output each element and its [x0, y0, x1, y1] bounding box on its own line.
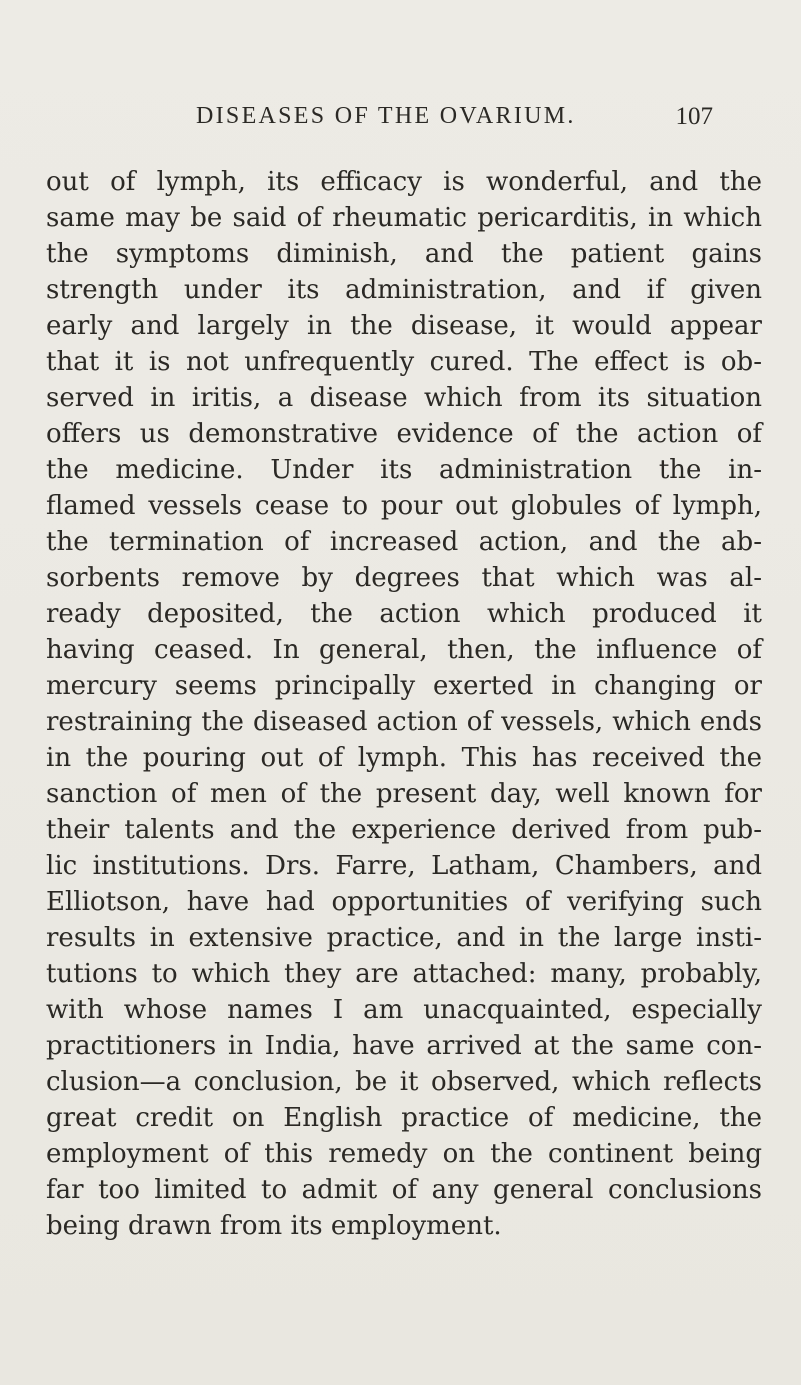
text-line: great credit on English practice of medicine, the — [46, 1103, 762, 1133]
text-line: their talents and the experience derived from pub- — [46, 815, 762, 845]
text-line: early and largely in the disease, it would appear — [46, 311, 762, 341]
text-line: tutions to which they are attached: many, probably, — [46, 959, 762, 989]
text-line: strength under its administration, and if given — [46, 275, 762, 305]
text-line: restraining the diseased action of vessels, which ends — [46, 707, 762, 737]
body-paragraph — [46, 164, 762, 1244]
text-line: the medicine. Under its administration the in- — [46, 455, 762, 485]
page-number: 107 — [675, 103, 713, 130]
text-line: offers us demonstrative evidence of the action of — [46, 419, 762, 449]
text-line: with whose names I am unacquainted, especially — [46, 995, 762, 1025]
running-head — [178, 103, 713, 133]
text-line: mercury seems principally exerted in changing or — [46, 671, 762, 701]
text-line: same may be said of rheumatic pericarditis, in which — [46, 203, 762, 233]
text-line: employment of this remedy on the continent being — [46, 1139, 762, 1169]
running-title: DISEASES OF THE OVARIUM. — [196, 103, 576, 129]
text-line: served in iritis, a disease which from its situation — [46, 383, 762, 413]
text-line: sorbents remove by degrees that which was al- — [46, 563, 762, 593]
text-line: clusion—a conclusion, be it observed, which reflects — [46, 1067, 762, 1097]
text-line: results in extensive practice, and in the large insti- — [46, 923, 762, 953]
text-line: ready deposited, the action which produced it — [46, 599, 762, 629]
text-line: sanction of men of the present day, well known for — [46, 779, 762, 809]
text-line: being drawn from its employment. — [46, 1211, 502, 1241]
text-line: practitioners in India, have arrived at the same con- — [46, 1031, 762, 1061]
text-line: the termination of increased action, and the ab- — [46, 527, 762, 557]
text-line: lic institutions. Drs. Farre, Latham, Chambers, and — [46, 851, 762, 881]
text-line: having ceased. In general, then, the influence of — [46, 635, 762, 665]
text-line: far too limited to admit of any general conclusions — [46, 1175, 762, 1205]
text-line: in the pouring out of lymph. This has received the — [46, 743, 762, 773]
text-line: out of lymph, its efficacy is wonderful, and the — [46, 167, 762, 197]
text-line: the symptoms diminish, and the patient gains — [46, 239, 762, 269]
text-line: that it is not unfrequently cured. The effect is ob- — [46, 347, 762, 377]
text-line: Elliotson, have had opportunities of verifying such — [46, 887, 762, 917]
text-line: flamed vessels cease to pour out globules of lymph, — [46, 491, 762, 521]
